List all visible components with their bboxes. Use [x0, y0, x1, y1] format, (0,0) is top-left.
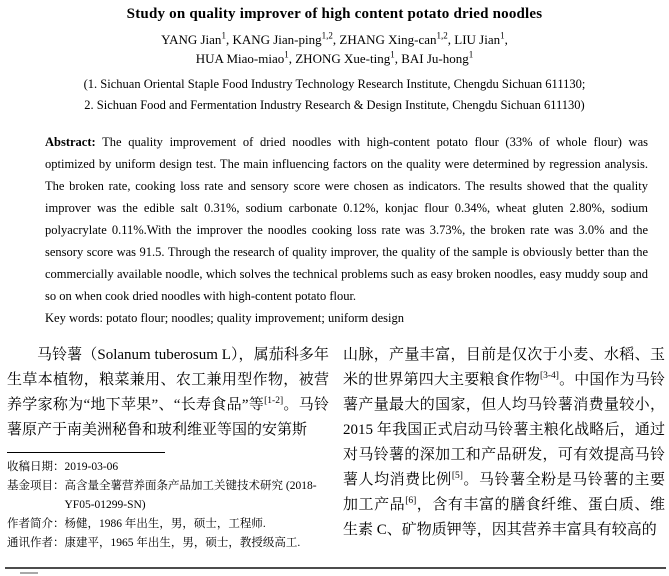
author-line-2: [0, 49, 669, 68]
footnote-block: [7, 458, 329, 553]
keywords-label: Key words:: [45, 311, 103, 325]
author-superscript: 1: [284, 49, 289, 60]
footnote-label: 基金项目：: [7, 480, 65, 492]
author-name: ZHANG Xing-can: [339, 32, 437, 47]
author-separator: ,: [394, 51, 402, 66]
reference-superscript: [1-2]: [264, 396, 284, 406]
reference-superscript: [5]: [451, 471, 463, 481]
footnote-value: 康建平，1965 年出生，男，硕士，教授级高工.: [64, 537, 301, 549]
author-separator: ,: [447, 32, 455, 47]
affiliation-line-1: (1. Sichuan Oriental Staple Food Industry Technology Research Institute, Chengdu Sichuan 611130;: [83, 77, 586, 91]
footnote-value: 杨健，1986 年出生，男，硕士，工程师.: [64, 518, 266, 530]
page-title: Study on quality improver of high content potato dried noodles: [126, 6, 543, 22]
author-superscript: 1,2: [321, 30, 333, 41]
footnote-item-received-date: [7, 458, 329, 477]
affiliation-line-2: 2. Sichuan Food and Fermentation Industry Research & Design Institute, Chengdu Sichuan 611130): [84, 98, 585, 112]
author-superscript: 1,2: [436, 30, 448, 41]
body-text: 山脉，产量丰富，目前是仅次于小麦、水稻、玉米的世界第四大主要粮食作物: [343, 347, 665, 388]
author-name: KANG Jian-ping: [232, 32, 322, 47]
right-column: [343, 343, 665, 553]
body-text: 马铃薯（Solanum tuberosum L），属茄科多年生草本植物，粮菜兼用、农工兼用型作物，被营养学家称为“地下苹果”、“长寿食品”等: [7, 347, 329, 413]
author-name: HUA Miao-miao: [195, 51, 285, 66]
author-superscript: 1: [500, 30, 505, 41]
author-separator: ,: [225, 32, 233, 47]
intro-paragraph-right: [343, 343, 665, 543]
paper-page: [0, 6, 669, 576]
author-name: ZHONG Xue-ting: [295, 51, 391, 66]
author-superscript: 1: [390, 49, 395, 60]
reference-superscript: [3-4]: [539, 371, 559, 381]
footnote-separator: [7, 452, 165, 453]
page-bottom-tick: [20, 572, 38, 574]
abstract-label: Abstract:: [45, 135, 96, 149]
abstract-paragraph: [45, 131, 648, 307]
reference-superscript: [6]: [405, 496, 417, 506]
author-name: BAI Ju-hong: [401, 51, 469, 66]
footnote-item-fund-project: [7, 477, 329, 515]
keywords-paragraph: [45, 307, 648, 329]
author-superscript: 1: [221, 30, 226, 41]
author-block: [0, 30, 669, 68]
intro-paragraph-left: [7, 343, 329, 443]
footnote-label: 收稿日期：: [7, 461, 65, 473]
footnote-item-author-bio: [7, 515, 329, 534]
left-column: [7, 343, 329, 553]
body-text: 。马铃薯原产于南美洲秘鲁和玻利维亚等国的安第斯: [7, 397, 329, 438]
abstract-text: The quality improvement of dried noodles with high-content potato flour (33% of whole flour) was optimized by uniform design test. The main influencing factors on the quality were determined by regression analysis. The broken rate, cooking loss rate and sensory score were chosen as indicators. The results showed that the quality improver was the edible salt 0.31%, sodium carbonate 0.12%, konjac flour 0.34%, wheat gluten 2.80%, sodium polyacrylate 0.11%.With the improver the noodles cooking loss rate was 3.73%, the broken rate was 3.0% and the sensory score was 91.5. Through the research of quality improver, the quality of the sample is obviously better than the commercially available noodle, which solves the technical problems such as easy broken noodles, easy muddy soup and so on when cook dried noodles with high-content potato flour.: [45, 135, 648, 303]
affiliation-block: [0, 74, 669, 116]
footnote-value: 2019-03-06: [64, 461, 119, 473]
author-line-1: [0, 30, 669, 49]
body-text: 。马铃薯全粉是马铃薯的主要加工产品: [343, 472, 665, 513]
author-separator: ,: [504, 32, 508, 47]
author-separator: ,: [288, 51, 296, 66]
author-name: YANG Jian: [161, 32, 222, 47]
footnote-item-corresponding-author: [7, 534, 329, 553]
footnote-label: 作者简介：: [7, 518, 65, 530]
author-superscript: 1: [468, 49, 474, 60]
footnote-value: 高含量全薯营养面条产品加工关键技术研究 (2018-YF05-01299-SN): [64, 480, 317, 511]
two-column-body: [0, 343, 669, 553]
keywords-text: potato flour; noodles; quality improvement; uniform design: [102, 311, 404, 325]
footnote-label: 通讯作者：: [7, 537, 65, 549]
author-name: LIU Jian: [454, 32, 501, 47]
body-text: ，含有丰富的膳食纤维、蛋白质、维生素 C、矿物质钾等，因其营养丰富具有较高的: [343, 497, 665, 538]
body-text: 。中国作为马铃薯产量最大的国家，但人均马铃薯消费量较小，2015 年我国正式启动马铃薯主粮化战略后，通过对马铃薯的深加工和产品研发，可有效提高马铃薯人均消费比例: [343, 372, 665, 488]
page-bottom-rule: [5, 567, 666, 569]
author-separator: ,: [332, 32, 340, 47]
